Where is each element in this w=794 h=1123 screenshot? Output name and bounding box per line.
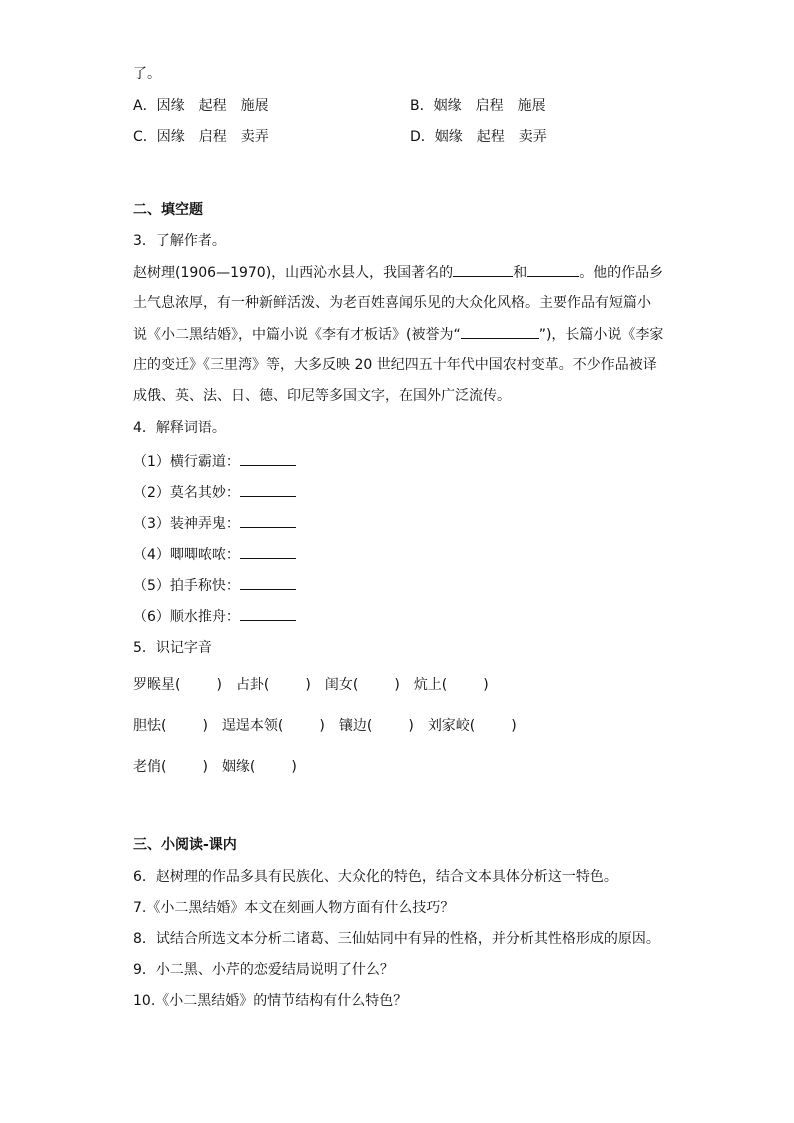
q4-item-label: （2）莫名其妙： — [133, 485, 240, 501]
fill-blank[interactable] — [240, 575, 296, 590]
q2-option-b: B．姻缘 启程 施展 — [410, 98, 546, 114]
pinyin-item: 刘家峧( — [427, 718, 476, 734]
pinyin-item: 胆怯( — [133, 718, 167, 734]
question-10: 10.《小二黑结婚》的情节结构有什么特色？ — [133, 993, 408, 1009]
q2-option-a: A．因缘 起程 施展 — [133, 98, 269, 114]
q3-line3-a: 说《小二黑结婚》，中篇小说《李有才板话》(被誉为“ — [133, 327, 461, 343]
pinyin-item: 老俏( — [133, 759, 167, 775]
question-6: 6．赵树理的作品多具有民族化、大众化的特色，结合文本具体分析这一特色。 — [133, 869, 618, 885]
q3-text-line-3 — [133, 324, 663, 345]
q4-item-label: （3）装神弄鬼： — [133, 516, 240, 532]
q3-line1-b: 和 — [513, 265, 528, 281]
q5-label: 5．识记字音 — [133, 640, 212, 656]
pinyin-item: 镶边( — [338, 718, 373, 734]
pinyin-close: ) — [511, 718, 517, 734]
pinyin-item: 闺女( — [324, 677, 359, 693]
pinyin-close: ) — [305, 677, 311, 693]
pinyin-close: ) — [202, 759, 208, 775]
fill-blank[interactable] — [461, 324, 539, 339]
fill-blank[interactable] — [527, 262, 579, 277]
q4-item — [133, 482, 296, 503]
q4-item — [133, 544, 296, 565]
pinyin-item: 姻缘( — [221, 759, 256, 775]
q3-text-line-5: 成俄、英、法、日、德、印尼等多国文字，在国外广泛流传。 — [133, 388, 511, 404]
question-7: 7.《小二黑结婚》本文在刻画人物方面有什么技巧？ — [133, 900, 455, 916]
q4-item-label: （6）顺水推舟： — [133, 609, 240, 625]
q4-item — [133, 606, 296, 627]
fill-blank[interactable] — [240, 513, 296, 528]
pinyin-close: ) — [394, 677, 400, 693]
q3-text-line-4: 庄的变迁》《三里湾》等，大多反映 20 世纪四五十年代中国农村变革。不少作品被译 — [133, 357, 657, 373]
q4-item — [133, 575, 296, 596]
q5-row-1 — [133, 675, 489, 695]
q2-tail: 了。 — [133, 66, 161, 82]
fill-blank[interactable] — [240, 482, 296, 497]
pinyin-close: ) — [319, 718, 325, 734]
fill-blank[interactable] — [240, 451, 296, 466]
section-3-title: 三、小阅读-课内 — [133, 837, 237, 853]
pinyin-close: ) — [408, 718, 414, 734]
pinyin-close: ) — [202, 718, 208, 734]
q4-item-label: （1）横行霸道： — [133, 454, 240, 470]
question-8: 8．试结合所选文本分析二诸葛、三仙姑同中有异的性格，并分析其性格形成的原因。 — [133, 931, 660, 947]
pinyin-item: 逞逞本领( — [221, 718, 284, 734]
fill-blank[interactable] — [453, 262, 513, 277]
pinyin-item: 罗睺星( — [133, 677, 181, 693]
q4-item-label: （5）拍手称快： — [133, 578, 240, 594]
q3-text-line-1 — [133, 262, 663, 283]
q4-item-label: （4）唧唧哝哝： — [133, 547, 240, 563]
q3-label: 3．了解作者。 — [133, 233, 226, 249]
pinyin-item: 炕上( — [413, 677, 448, 693]
pinyin-close: ) — [216, 677, 222, 693]
q3-line1-a: 赵树理(1906—1970)，山西沁水县人，我国著名的 — [133, 265, 454, 281]
pinyin-close: ) — [291, 759, 297, 775]
q4-item — [133, 513, 296, 534]
q5-row-2 — [133, 716, 517, 736]
fill-blank[interactable] — [240, 606, 296, 621]
q2-option-c: C．因缘 启程 卖弄 — [133, 129, 269, 145]
q5-row-3 — [133, 757, 297, 777]
q3-text-line-2: 土气息浓厚，有一种新鲜活泼、为老百姓喜闻乐见的大众化风格。主要作品有短篇小 — [133, 295, 651, 311]
pinyin-item: 占卦( — [235, 677, 270, 693]
q2-option-d: D．姻缘 起程 卖弄 — [410, 129, 547, 145]
section-2-title: 二、填空题 — [133, 202, 203, 218]
q4-label: 4．解释词语。 — [133, 420, 226, 436]
question-9: 9．小二黑、小芹的恋爱结局说明了什么？ — [133, 962, 394, 978]
q3-line1-c: 。他的作品乡 — [579, 265, 664, 281]
q3-line3-b: ”)，长篇小说《李家 — [538, 327, 664, 343]
fill-blank[interactable] — [240, 544, 296, 559]
q4-item — [133, 451, 296, 472]
pinyin-close: ) — [483, 677, 489, 693]
